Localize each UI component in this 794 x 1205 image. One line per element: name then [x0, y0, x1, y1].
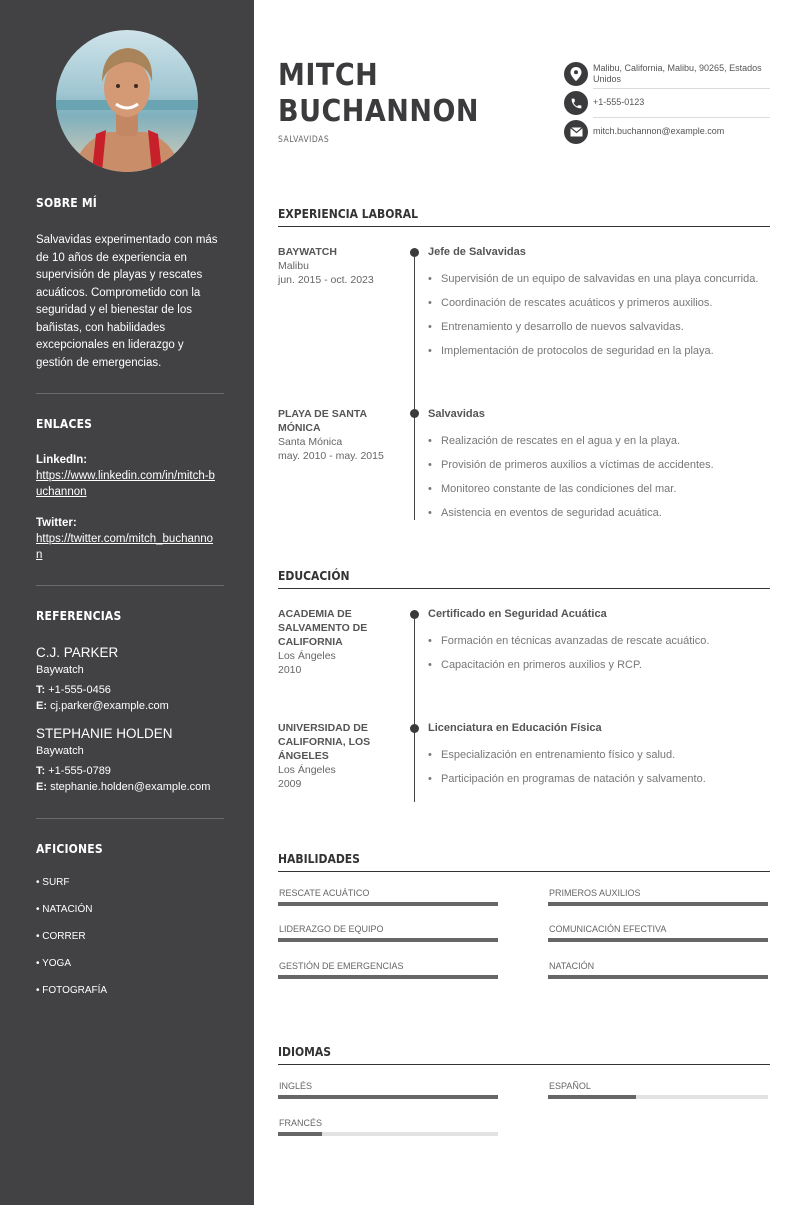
links-heading: ENLACES: [36, 417, 93, 431]
link-label: LinkedIn:: [36, 454, 88, 466]
timeline-dot: [410, 409, 419, 418]
language-name: INGLÉS: [279, 1081, 313, 1091]
skill-item: [278, 888, 498, 906]
phone-prefix: T:: [36, 684, 46, 696]
bullet-item: • Asistencia en eventos de seguridad acuática.: [428, 505, 764, 521]
education-meta: [278, 607, 396, 677]
reference-name: STEPHANIE HOLDEN: [36, 726, 173, 741]
hobby-item: • FOTOGRAFÍA: [36, 985, 108, 996]
education-dates: 2009: [278, 778, 302, 790]
language-name: ESPAÑOL: [549, 1081, 591, 1091]
education-details: [428, 607, 764, 681]
reference-company: Baywatch: [36, 745, 84, 757]
education-location: Los Ángeles: [278, 650, 336, 662]
sidebar-divider: [36, 818, 224, 819]
skill-bar: [548, 975, 768, 979]
experience-timeline: [414, 252, 415, 520]
contact-phone: [564, 91, 770, 115]
bullet-item: • Monitoreo constante de las condiciones del mar.: [428, 481, 764, 497]
references-heading: REFERENCIAS: [36, 609, 122, 623]
experience-role: Salvavidas: [428, 408, 485, 420]
reference-name: C.J. PARKER: [36, 645, 119, 660]
skill-bar: [278, 938, 498, 942]
skills-heading: HABILIDADES: [278, 852, 770, 872]
education-org: UNIVERSIDAD DE CALIFORNIA, LOS ÁNGELES: [278, 722, 371, 762]
skill-bar: [278, 902, 498, 906]
envelope-icon: [564, 120, 588, 144]
reference-item: [36, 644, 226, 714]
address-text: Malibu, California, Malibu, 90265, Estados Unidos: [593, 62, 762, 84]
bullet-item: • Entrenamiento y desarrollo de nuevos salvavidas.: [428, 319, 764, 335]
reference-phone: +1-555-0789: [48, 765, 111, 777]
experience-role: Jefe de Salvavidas: [428, 246, 526, 258]
bullet-item: • Realización de rescates en el agua y en la playa.: [428, 433, 764, 449]
education-role: Certificado en Seguridad Acuática: [428, 608, 607, 620]
timeline-dot: [410, 610, 419, 619]
hobby-item: • YOGA: [36, 958, 71, 969]
education-meta: [278, 721, 396, 791]
sidebar: [0, 0, 254, 1205]
experience-dates: may. 2010 - may. 2015: [278, 450, 384, 462]
language-bar-fill: [278, 1095, 498, 1099]
skill-item: [548, 924, 768, 942]
bullet-item: • Especialización en entrenamiento físico y salud.: [428, 747, 764, 763]
skill-name: PRIMEROS AUXILIOS: [549, 888, 641, 898]
linkedin-link[interactable]: https://www.linkedin.com/in/mitch-buchannon: [36, 470, 215, 498]
link-linkedin: [36, 452, 218, 500]
reference-item: [36, 725, 226, 795]
bullet-item: • Supervisión de un equipo de salvavidas en una playa concurrida.: [428, 271, 764, 287]
contact-divider: [593, 88, 770, 89]
skill-bar: [548, 938, 768, 942]
contact-email: [564, 120, 770, 144]
phone-text: +1-555-0123: [593, 97, 645, 108]
language-bar: [278, 1095, 498, 1099]
link-label: Twitter:: [36, 517, 77, 529]
education-bullets: [428, 747, 764, 787]
language-name: FRANCÉS: [279, 1118, 323, 1128]
experience-bullets: [428, 433, 764, 521]
candidate-title: SALVAVIDAS: [278, 135, 330, 145]
experience-bullets: [428, 271, 764, 359]
education-location: Los Ángeles: [278, 764, 336, 776]
skill-name: RESCATE ACUÁTICO: [279, 888, 370, 898]
skill-bar: [278, 975, 498, 979]
education-timeline: [414, 614, 415, 802]
about-heading: SOBRE MÍ: [36, 196, 97, 210]
skill-bar-fill: [278, 902, 498, 906]
skill-name: NATACIÓN: [549, 961, 595, 971]
language-item: [278, 1081, 498, 1099]
hobbies-list: [36, 876, 107, 1011]
reference-email: cj.parker@example.com: [50, 700, 169, 712]
timeline-dot: [410, 248, 419, 257]
education-role: Licenciatura en Educación Física: [428, 722, 602, 734]
skill-bar: [548, 902, 768, 906]
education-bullets: [428, 633, 764, 673]
phone-prefix: T:: [36, 765, 46, 777]
profile-photo: [56, 30, 198, 172]
email-prefix: E:: [36, 700, 47, 712]
experience-details: [428, 245, 764, 367]
language-bar: [278, 1132, 498, 1136]
experience-org: BAYWATCH: [278, 246, 337, 258]
skill-bar-fill: [548, 902, 768, 906]
language-bar-fill: [548, 1095, 636, 1099]
hobby-item: • NATACIÓN: [36, 904, 93, 915]
bullet-item: • Capacitación en primeros auxilios y RCP.: [428, 657, 764, 673]
contact-address: [564, 62, 770, 86]
education-dates: 2010: [278, 664, 302, 676]
reference-phone: +1-555-0456: [48, 684, 111, 696]
skill-item: [548, 961, 768, 979]
skill-name: GESTIÓN DE EMERGENCIAS: [279, 961, 404, 971]
location-pin-icon: [564, 62, 588, 86]
link-twitter: [36, 515, 218, 563]
experience-meta: [278, 407, 396, 463]
language-item: [548, 1081, 768, 1099]
reference-email: stephanie.holden@example.com: [50, 781, 211, 793]
language-item: [278, 1118, 498, 1136]
experience-dates: jun. 2015 - oct. 2023: [278, 274, 374, 286]
language-bar-fill: [278, 1132, 322, 1136]
bullet-item: • Coordinación de rescates acuáticos y primeros auxilios.: [428, 295, 764, 311]
skill-bar-fill: [548, 938, 768, 942]
skill-name: LIDERAZGO DE EQUIPO: [279, 924, 384, 934]
skill-bar-fill: [548, 975, 768, 979]
about-text: Salvavidas experimentado con más de 10 años de experiencia en supervisión de playas y rescates acuáticos. Comprometido con la seguridad y el bienestar de los bañistas, con habilidades excepcionales en liderazgo y gestión de emergencias.: [36, 234, 218, 369]
email-text: mitch.buchannon@example.com: [593, 126, 725, 137]
bullet-item: • Participación en programas de natación y salvamento.: [428, 771, 764, 787]
reference-company: Baywatch: [36, 664, 84, 676]
hobby-item: • CORRER: [36, 931, 86, 942]
sidebar-divider: [36, 393, 224, 394]
experience-org: PLAYA DE SANTA MÓNICA: [278, 408, 367, 434]
experience-location: Malibu: [278, 260, 309, 272]
skill-item: [548, 888, 768, 906]
education-heading: EDUCACIÓN: [278, 569, 770, 589]
language-bar: [548, 1095, 768, 1099]
skill-item: [278, 961, 498, 979]
bullet-item: • Implementación de protocolos de seguridad en la playa.: [428, 343, 764, 359]
sidebar-divider: [36, 585, 224, 586]
bullet-item: • Formación en técnicas avanzadas de rescate acuático.: [428, 633, 764, 649]
experience-heading: EXPERIENCIA LABORAL: [278, 207, 770, 227]
hobby-item: • SURF: [36, 877, 70, 888]
languages-heading: IDIOMAS: [278, 1045, 770, 1065]
education-details: [428, 721, 764, 795]
email-prefix: E:: [36, 781, 47, 793]
skill-bar-fill: [278, 975, 498, 979]
timeline-dot: [410, 724, 419, 733]
skill-bar-fill: [278, 938, 498, 942]
bullet-item: • Provisión de primeros auxilios a víctimas de accidentes.: [428, 457, 764, 473]
hobbies-heading: AFICIONES: [36, 842, 103, 856]
twitter-link[interactable]: https://twitter.com/mitch_buchannon: [36, 533, 214, 561]
contact-divider: [593, 117, 770, 118]
education-org: ACADEMIA DE SALVAMENTO DE CALIFORNIA: [278, 608, 368, 648]
experience-meta: [278, 245, 396, 287]
candidate-name: MITCH BUCHANNON: [278, 58, 479, 129]
main-content: [278, 0, 770, 1205]
phone-icon: [564, 91, 588, 115]
experience-details: [428, 407, 764, 529]
skill-item: [278, 924, 498, 942]
skill-name: COMUNICACIÓN EFECTIVA: [549, 924, 667, 934]
experience-location: Santa Mónica: [278, 436, 343, 448]
